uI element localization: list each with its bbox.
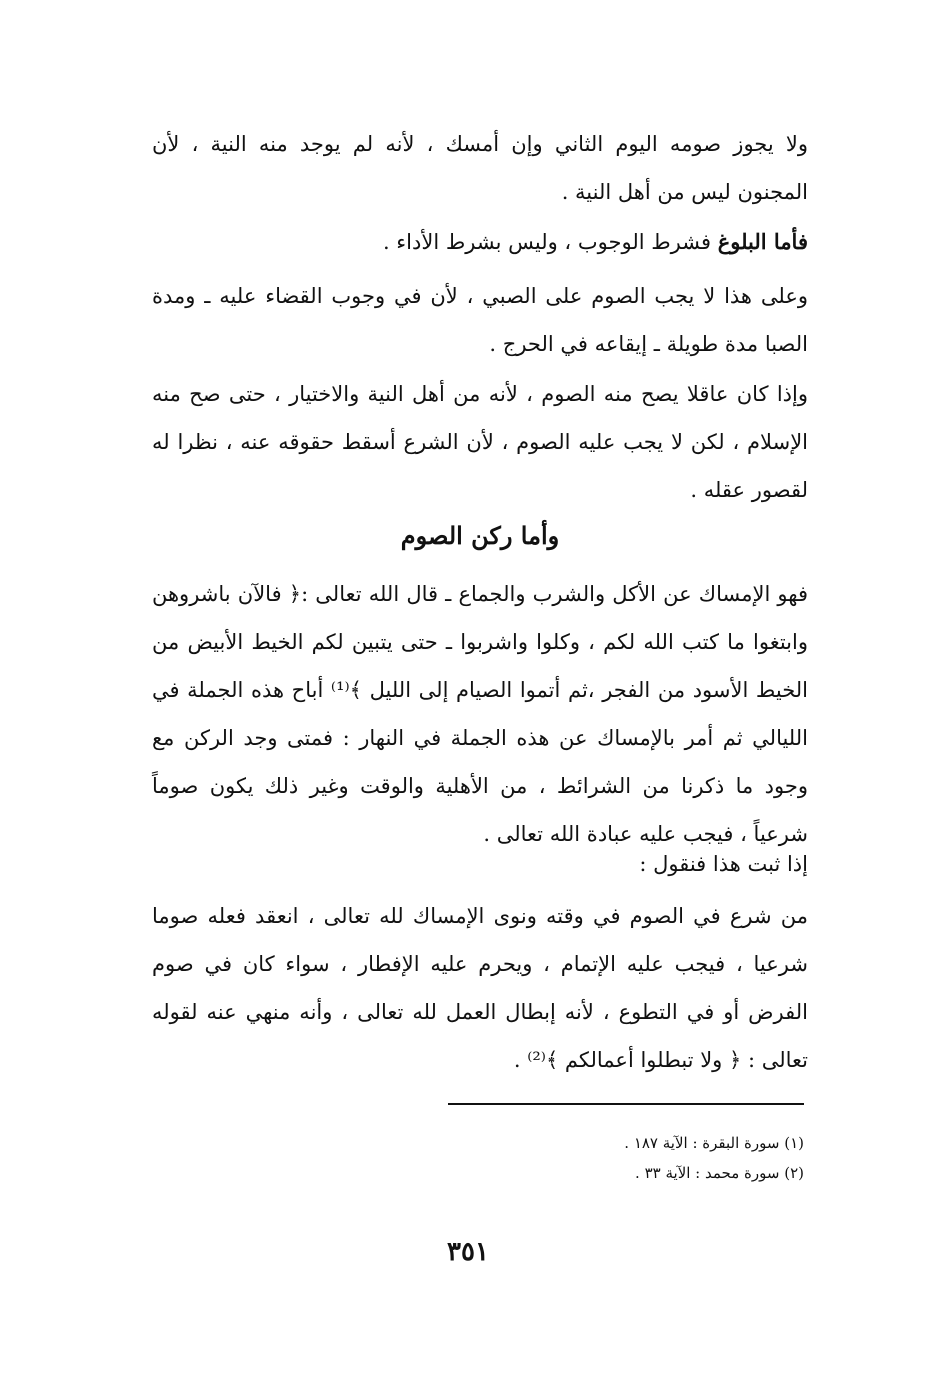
footnote-divider (448, 1103, 804, 1105)
paragraph-6: إذا ثبت هذا فنقول : (639, 852, 808, 876)
footnote-2: (٢) سورة محمد : الآية ٣٣ . (635, 1164, 804, 1182)
paragraph-2-term: فأما البلوغ (717, 229, 808, 254)
paragraph-2 (152, 218, 808, 266)
section-heading: وأما ركن الصوم (400, 521, 560, 550)
paragraph-5: فهو الإمساك عن الأكل والشرب والجماع ـ قال الله تعالى :﴿ فالآن باشروهن وابتغوا ما كتب الله لكم ، وكلوا واشربوا ـ حتى يتبين لكم الخيط الأبيض من الخيط الأسود من الفجر ،ثم أتموا الصيام إلى الليل ﴾⁽¹⁾ أباح هذه الجملة في الليالي ثم أمر بالإمساك عن هذه الجملة في النهار : فمتى وجد الركن مع وجود ما ذكرنا من الشرائط ، من الأهلية والوقت وغير ذلك يكون صوماً شرعياً ، فيجب عليه عبادة الله تعالى . (152, 582, 808, 846)
paragraph-2-text: فشرط الوجوب ، وليس بشرط الأداء . (382, 230, 718, 254)
page-number: ٣٥١ (447, 1237, 489, 1267)
paragraph-1: ولا يجوز صومه اليوم الثاني وإن أمسك ، لأنه لم يوجد منه النية ، لأن المجنون ليس من أهل النية . (152, 132, 808, 204)
paragraph-4: وإذا كان عاقلا يصح منه الصوم ، لأنه من أهل النية والاختيار ، حتى صح منه الإسلام ، لكن لا يجب عليه الصوم ، لأن الشرع أسقط حقوقه عنه ، نظرا له لقصور عقله . (152, 382, 808, 502)
footnotes-list (448, 1128, 804, 1188)
footnote-1: (١) سورة البقرة : الآية ١٨٧ . (624, 1134, 804, 1152)
paragraph-3: وعلى هذا لا يجب الصوم على الصبي ، لأن في وجوب القضاء عليه ـ ومدة الصبا مدة طويلة ـ إيقاعه في الحرج . (152, 284, 808, 356)
paragraph-7: من شرع في الصوم في وقته ونوى الإمساك لله تعالى ، انعقد فعله صوما شرعيا ، فيجب عليه الإتمام ، ويحرم عليه الإفطار ، سواء كان في صوم الفرض أو في التطوع ، لأنه إبطال العمل لله تعالى ، وأنه منهي عنه لقوله تعالى : ﴿ ولا تبطلوا أعمالكم ﴾⁽²⁾ . (152, 904, 808, 1072)
